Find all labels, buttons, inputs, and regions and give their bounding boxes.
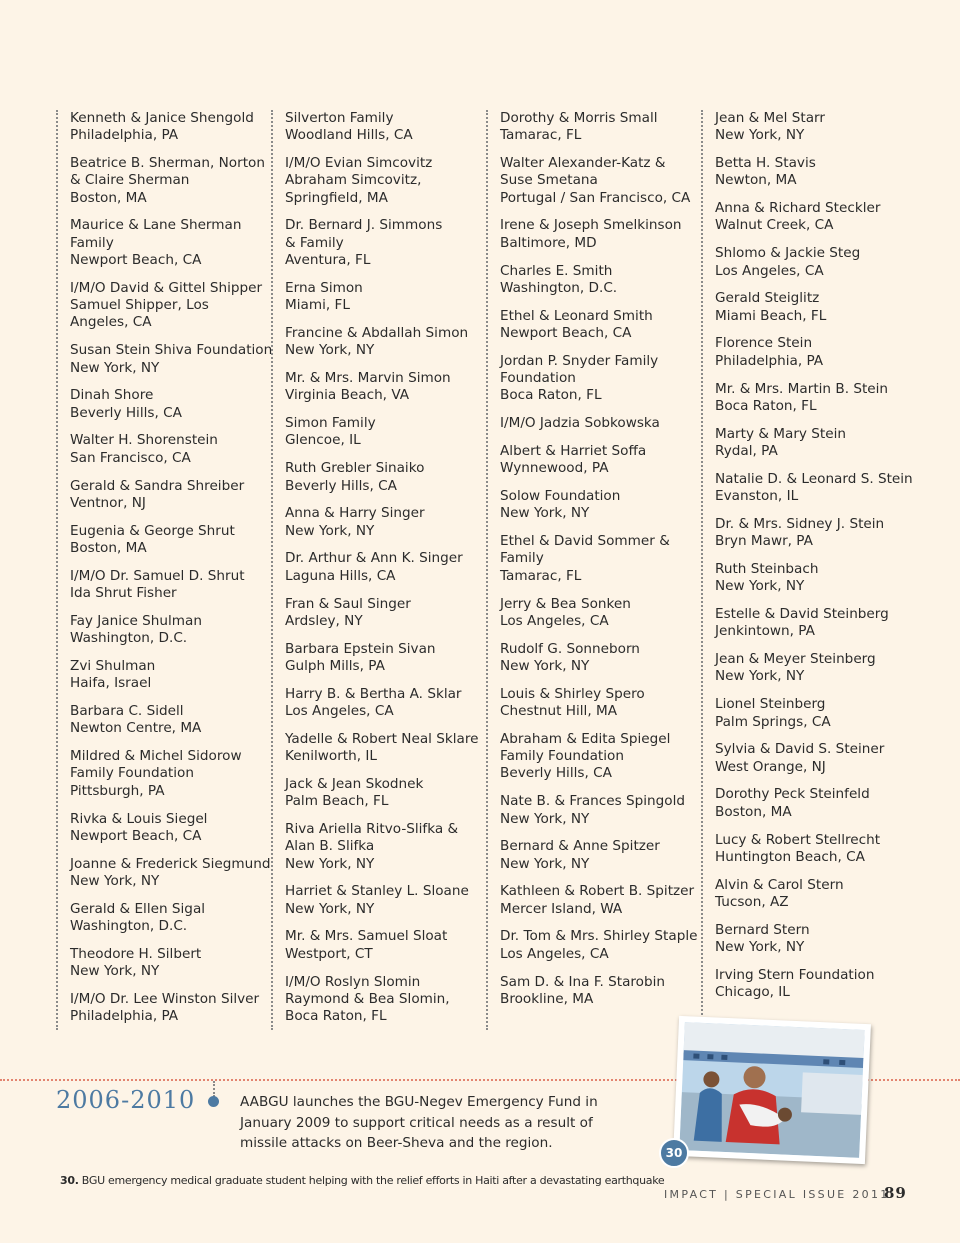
donor-name-line: Bernard & Anne Spitzer <box>500 838 660 855</box>
donor-entry <box>285 821 471 873</box>
donor-name-line: Mr. & Mrs. Samuel Sloat <box>285 928 448 945</box>
donor-name-line: Susan Stein Shiva Foundation <box>70 342 273 359</box>
donor-name-line: Foundation <box>500 370 576 387</box>
donor-entry <box>285 596 471 631</box>
donor-entry <box>715 651 911 686</box>
donor-name-line: Lionel Steinberg <box>715 696 826 713</box>
donor-entry <box>500 353 686 405</box>
donor-location: Tucson, AZ <box>715 893 789 910</box>
donor-name-line: Suse Smetana <box>500 172 598 189</box>
donor-name-line: Dinah Shore <box>70 387 154 404</box>
donor-entry <box>70 901 256 936</box>
donor-column-4 <box>701 110 911 1030</box>
donor-entry <box>70 342 273 377</box>
donor-entry <box>500 488 686 523</box>
donor-location: New York, NY <box>70 963 160 980</box>
donor-name-line: Jean & Meyer Steinberg <box>715 651 876 668</box>
donor-name-line: Lucy & Robert Stellrecht <box>715 831 881 848</box>
donor-entry <box>70 568 256 603</box>
donor-name-line: I/M/O Jadzia Sobkowska <box>500 415 660 432</box>
donor-name-line: I/M/O Dr. Samuel D. Shrut <box>70 567 245 584</box>
donor-location: Virginia Beach, VA <box>285 387 410 404</box>
donor-entry <box>715 426 911 461</box>
donor-location: New York, NY <box>285 855 375 872</box>
donor-name-line: Jack & Jean Skodnek <box>285 775 424 792</box>
donor-name-line: Rivka & Louis Siegel <box>70 810 208 827</box>
donor-name-line: Dr. Tom & Mrs. Shirley Staple <box>500 928 698 945</box>
donor-location: New York, NY <box>70 872 160 889</box>
donor-location: Westport, CT <box>285 945 373 962</box>
donor-location: Philadelphia, PA <box>715 352 824 369</box>
timeline-text: AABGU launches the BGU-Negev Emergency Fund in January 2009 to support critical needs as a result of missile attacks on Beer-Sheva and the region. <box>240 1094 598 1152</box>
donor-name-line: Abraham Simcovitz, <box>285 172 422 189</box>
relief-photo <box>679 1022 864 1158</box>
donor-entry <box>715 516 911 551</box>
donor-location: Woodland Hills, CA <box>285 127 413 144</box>
donor-entry <box>715 696 911 731</box>
donor-entry <box>500 217 686 252</box>
donor-name-line: Dr. Bernard J. Simmons <box>285 217 443 234</box>
donor-name-line: Dr. & Mrs. Sidney J. Stein <box>715 515 885 532</box>
donor-location: New York, NY <box>715 578 805 595</box>
donor-location: Angeles, CA <box>70 314 152 331</box>
donor-location: Los Angeles, CA <box>715 262 824 279</box>
donor-location: New York, NY <box>285 342 375 359</box>
donor-location: Huntington Beach, CA <box>715 848 865 865</box>
donor-location: Chicago, IL <box>715 984 790 1001</box>
donor-location: Jenkintown, PA <box>715 623 815 640</box>
donor-entry <box>285 415 471 450</box>
donor-entry <box>70 855 271 891</box>
donor-location: New York, NY <box>500 657 590 674</box>
donor-name-line: Marty & Mary Stein <box>715 425 846 442</box>
donor-name-line: Eugenia & George Shrut <box>70 522 235 539</box>
timeline-year: 2006-2010 <box>56 1086 196 1114</box>
donor-entry <box>500 415 686 432</box>
donor-columns <box>0 110 960 1035</box>
donor-name-line: & Family <box>285 234 344 251</box>
donor-name-line: Gerald & Sandra Shreiber <box>70 477 245 494</box>
donor-location: New York, NY <box>715 668 805 685</box>
donor-name-line: Nate B. & Frances Spingold <box>500 793 686 810</box>
donor-name-line: Gerald & Ellen Sigal <box>70 900 206 917</box>
donor-entry <box>285 730 479 766</box>
donor-location: New York, NY <box>500 855 590 872</box>
donor-name-line: I/M/O Evian Simcovitz <box>285 155 433 172</box>
donor-entry <box>715 245 911 280</box>
donor-name-line: Barbara Epstein Sivan <box>285 640 436 657</box>
donor-name-line: Kathleen & Robert B. Spitzer <box>500 883 695 900</box>
donor-name-line: Zvi Shulman <box>70 657 156 674</box>
donor-location: Washington, D.C. <box>70 630 188 647</box>
donor-name-line: Yadelle & Robert Neal Sklare <box>285 730 479 747</box>
donor-column-1 <box>56 110 273 1030</box>
donor-location: Wynnewood, PA <box>500 460 609 477</box>
donor-name-line: I/M/O Dr. Lee Winston Silver <box>70 990 260 1007</box>
donor-location: Boston, MA <box>715 803 792 820</box>
donor-location: New York, NY <box>500 810 590 827</box>
donor-location: Springfield, MA <box>285 189 388 206</box>
caption-number: 30. <box>60 1174 79 1187</box>
donor-location: Ida Shrut Fisher <box>70 585 177 602</box>
donor-location: Newton Centre, MA <box>70 720 202 737</box>
donor-location: Beverly Hills, CA <box>70 404 182 421</box>
donor-name-line: Riva Ariella Ritvo-Slifka & <box>285 821 459 837</box>
donor-entry <box>715 200 911 235</box>
donor-name-line: Natalie D. & Leonard S. Stein <box>715 470 913 487</box>
donor-location: Aventura, FL <box>285 252 371 269</box>
donor-name-line: Mr. & Mrs. Marvin Simon <box>285 370 451 387</box>
donor-name-line: Harriet & Stanley L. Sloane <box>285 883 469 900</box>
donor-entry <box>715 741 911 776</box>
donor-entry <box>500 838 686 873</box>
donor-entry <box>500 641 686 676</box>
donor-entry <box>285 460 471 495</box>
donor-entry <box>70 748 256 800</box>
photo-number-badge: 30 <box>659 1138 689 1168</box>
donor-entry <box>500 731 686 783</box>
donor-name-line: Dorothy & Morris Small <box>500 110 658 126</box>
donor-entry <box>70 110 256 145</box>
donor-location: Tamarac, FL <box>500 127 582 144</box>
donor-entry <box>70 523 256 558</box>
donor-name-line: Maurice & Lane Sherman <box>70 217 242 234</box>
donor-entry <box>70 432 256 467</box>
donor-location: Los Angeles, CA <box>500 945 609 962</box>
donor-entry <box>500 928 698 963</box>
donor-name-line: Fay Janice Shulman <box>70 612 202 629</box>
donor-name-line: Bernard Stern <box>715 921 810 938</box>
donor-entry <box>715 877 911 912</box>
donor-location: Newton, MA <box>715 172 797 189</box>
donor-entry <box>500 974 686 1009</box>
donor-name-line: Silverton Family <box>285 110 394 126</box>
donor-name-line: Mildred & Michel Sidorow <box>70 748 242 765</box>
donor-name-line: Alvin & Carol Stern <box>715 876 844 893</box>
donor-location: Boca Raton, FL <box>715 397 817 414</box>
donor-entry <box>715 290 911 325</box>
relief-photo-illustration <box>679 1022 864 1158</box>
donor-name-line: Kenneth & Janice Shengold <box>70 110 254 126</box>
donor-entry <box>715 922 911 957</box>
donor-location: New York, NY <box>285 522 375 539</box>
donor-location: Laguna Hills, CA <box>285 567 396 584</box>
donor-name-line: Raymond & Bea Slomin, <box>285 990 450 1007</box>
donor-location: Boca Raton, FL <box>285 1008 387 1025</box>
donor-location: Chestnut Hill, MA <box>500 703 617 720</box>
donor-entry <box>500 686 686 721</box>
donor-location: Boston, MA <box>70 539 147 556</box>
donor-location: Pittsburgh, PA <box>70 782 165 799</box>
donor-location: Palm Springs, CA <box>715 713 831 730</box>
donor-location: New York, NY <box>285 900 375 917</box>
donor-entry <box>285 217 471 269</box>
donor-name-line: Florence Stein <box>715 335 813 352</box>
donor-location: Portugal / San Francisco, CA <box>500 189 691 206</box>
donor-location: West Orange, NJ <box>715 758 826 775</box>
donor-name-line: Beatrice B. Sherman, Norton <box>70 155 265 172</box>
donor-entry <box>70 613 256 648</box>
donor-entry <box>715 561 911 596</box>
donor-entry <box>285 883 471 918</box>
donor-entry <box>285 974 471 1026</box>
donor-entry <box>285 776 471 811</box>
donor-name-line: Theodore H. Silbert <box>70 945 202 962</box>
donor-entry <box>285 370 471 405</box>
donor-name-line: Dorothy Peck Steinfeld <box>715 786 870 803</box>
donor-location: Newport Beach, CA <box>70 252 202 269</box>
donor-location: Tamarac, FL <box>500 567 582 584</box>
donor-location: Ventnor, NJ <box>70 494 146 511</box>
donor-name-line: I/M/O Roslyn Slomin <box>285 973 421 990</box>
donor-entry <box>500 533 686 585</box>
donor-entry <box>715 155 911 190</box>
donor-entry <box>70 155 265 207</box>
donor-entry <box>715 110 911 145</box>
timeline-dot-icon <box>208 1096 219 1107</box>
donor-location: Rydal, PA <box>715 442 778 459</box>
donor-name-line: Gerald Steiglitz <box>715 290 820 307</box>
donor-name-line: Betta H. Stavis <box>715 155 816 172</box>
donor-name-line: Walter Alexander-Katz & <box>500 155 666 172</box>
donor-entry <box>715 381 911 416</box>
donor-entry <box>500 263 686 298</box>
donor-name-line: Fran & Saul Singer <box>285 595 411 612</box>
donor-name-line: Ethel & Leonard Smith <box>500 307 653 324</box>
donor-entry <box>285 110 471 145</box>
donor-name-line: Rudolf G. Sonneborn <box>500 640 640 657</box>
donor-name-line: Jean & Mel Starr <box>715 110 825 126</box>
donor-name-line: Dr. Arthur & Ann K. Singer <box>285 550 463 567</box>
donor-entry <box>500 155 691 207</box>
donor-name-line: Mr. & Mrs. Martin B. Stein <box>715 380 889 397</box>
donor-location: Los Angeles, CA <box>500 612 609 629</box>
donor-location: Baltimore, MD <box>500 234 597 251</box>
donor-entry <box>285 155 471 207</box>
donor-column-3 <box>486 110 698 1030</box>
donor-name-line: Francine & Abdallah Simon <box>285 324 469 341</box>
donor-name-line: Alan B. Slifka <box>285 838 375 855</box>
donor-name-line: Family <box>70 234 114 251</box>
donor-name-line: Samuel Shipper, Los <box>70 297 209 314</box>
donor-location: Philadelphia, PA <box>70 127 179 144</box>
donor-location: New York, NY <box>70 359 160 376</box>
donor-name-line: & Claire Sherman <box>70 172 190 189</box>
publication-title: IMPACT | SPECIAL ISSUE 2011 <box>664 1188 890 1201</box>
donor-entry <box>285 686 471 721</box>
donor-entry <box>500 443 686 478</box>
donor-location: Ardsley, NY <box>285 612 363 629</box>
donor-entry <box>285 928 471 963</box>
donor-location: Mercer Island, WA <box>500 900 623 917</box>
donor-entry <box>500 793 686 828</box>
donor-location: Washington, D.C. <box>70 917 188 934</box>
donor-entry <box>500 308 686 343</box>
donor-name-line: Ruth Grebler Sinaiko <box>285 460 425 477</box>
photo-frame <box>673 1016 871 1164</box>
donor-location: Beverly Hills, CA <box>285 477 397 494</box>
donor-name-line: Ruth Steinbach <box>715 560 819 577</box>
donor-entry <box>285 550 471 585</box>
donor-location: New York, NY <box>715 127 805 144</box>
donor-entry <box>70 703 256 738</box>
donor-name-line: Irene & Joseph Smelkinson <box>500 217 682 234</box>
donor-name-line: Albert & Harriet Soffa <box>500 442 647 459</box>
donor-location: Newport Beach, CA <box>500 324 632 341</box>
donor-entry <box>715 967 911 1002</box>
donor-location: Glencoe, IL <box>285 432 361 449</box>
donor-name-line: Family Foundation <box>500 748 624 765</box>
donor-name-line: Charles E. Smith <box>500 262 613 279</box>
donor-name-line: Anna & Harry Singer <box>285 505 425 522</box>
donor-name-line: Abraham & Edita Spiegel <box>500 730 671 747</box>
donor-location: Palm Beach, FL <box>285 793 389 810</box>
donor-name-line: Simon Family <box>285 415 376 432</box>
donor-entry <box>70 946 256 981</box>
donor-entry <box>500 596 686 631</box>
donor-entry <box>285 641 471 676</box>
donor-entry <box>70 990 260 1026</box>
donor-name-line: Jerry & Bea Sonken <box>500 595 631 612</box>
donor-name-line: Solow Foundation <box>500 488 621 505</box>
donor-location: Brookline, MA <box>500 990 594 1007</box>
donor-location: San Francisco, CA <box>70 449 191 466</box>
donor-entry <box>500 883 695 918</box>
donor-name-line: Erna Simon <box>285 279 363 296</box>
donor-location: Washington, D.C. <box>500 279 618 296</box>
donor-entry <box>70 217 256 269</box>
donor-location: Philadelphia, PA <box>70 1008 179 1025</box>
donor-name-line: Jordan P. Snyder Family <box>500 352 659 369</box>
donor-entry <box>500 110 686 145</box>
donor-entry <box>70 658 256 693</box>
donor-location: Haifa, Israel <box>70 675 152 692</box>
donor-entry <box>715 335 911 370</box>
donor-name-line: Family Foundation <box>70 765 194 782</box>
donor-name-line: Anna & Richard Steckler <box>715 200 881 217</box>
donor-entry <box>70 478 256 513</box>
donor-name-line: Shlomo & Jackie Steg <box>715 245 861 262</box>
page-number: 89 <box>884 1184 907 1202</box>
donor-name-line: Louis & Shirley Spero <box>500 685 645 702</box>
donor-entry <box>715 832 911 867</box>
donor-location: New York, NY <box>715 938 805 955</box>
donor-entry <box>715 786 911 821</box>
donor-entry <box>285 280 471 315</box>
donor-location: Miami Beach, FL <box>715 307 827 324</box>
donor-name-line: Estelle & David Steinberg <box>715 606 889 623</box>
donor-location: Los Angeles, CA <box>285 703 394 720</box>
donor-name-line: Barbara C. Sidell <box>70 703 184 720</box>
donor-entry <box>70 279 263 332</box>
donor-column-2 <box>271 110 479 1030</box>
photo-caption <box>60 1174 664 1187</box>
donor-name-line: Sam D. & Ina F. Starobin <box>500 973 666 990</box>
donor-name-line: Sylvia & David S. Steiner <box>715 741 885 758</box>
donor-location: Newport Beach, CA <box>70 827 202 844</box>
donor-entry <box>715 471 911 506</box>
caption-text: BGU emergency medical graduate student helping with the relief efforts in Haiti after a devastating earthquake <box>81 1174 665 1187</box>
donor-name-line: Irving Stern Foundation <box>715 966 875 983</box>
donor-location: Bryn Mawr, PA <box>715 533 813 550</box>
donor-location: Boston, MA <box>70 189 147 206</box>
donor-location: Kenilworth, IL <box>285 748 377 765</box>
donor-name-line: Family <box>500 550 544 567</box>
donor-entry <box>285 325 471 360</box>
donor-entry <box>715 606 911 641</box>
donor-entry <box>285 505 471 540</box>
donor-location: Gulph Mills, PA <box>285 657 385 674</box>
donor-entry <box>70 387 256 422</box>
donor-location: Miami, FL <box>285 297 350 314</box>
donor-location: Boca Raton, FL <box>500 387 602 404</box>
donor-name-line: Ethel & David Sommer & <box>500 533 670 550</box>
donor-name-line: Harry B. & Bertha A. Sklar <box>285 685 462 702</box>
donor-name-line: I/M/O David & Gittel Shipper <box>70 279 263 296</box>
donor-location: Evanston, IL <box>715 488 799 505</box>
donor-name-line: Joanne & Frederick Siegmund <box>70 855 271 872</box>
donor-entry <box>70 811 256 846</box>
timeline-stem <box>213 1081 215 1097</box>
donor-location: Walnut Creek, CA <box>715 217 834 234</box>
donor-location: New York, NY <box>500 505 590 522</box>
donor-location: Beverly Hills, CA <box>500 765 612 782</box>
donor-name-line: Walter H. Shorenstein <box>70 432 218 449</box>
